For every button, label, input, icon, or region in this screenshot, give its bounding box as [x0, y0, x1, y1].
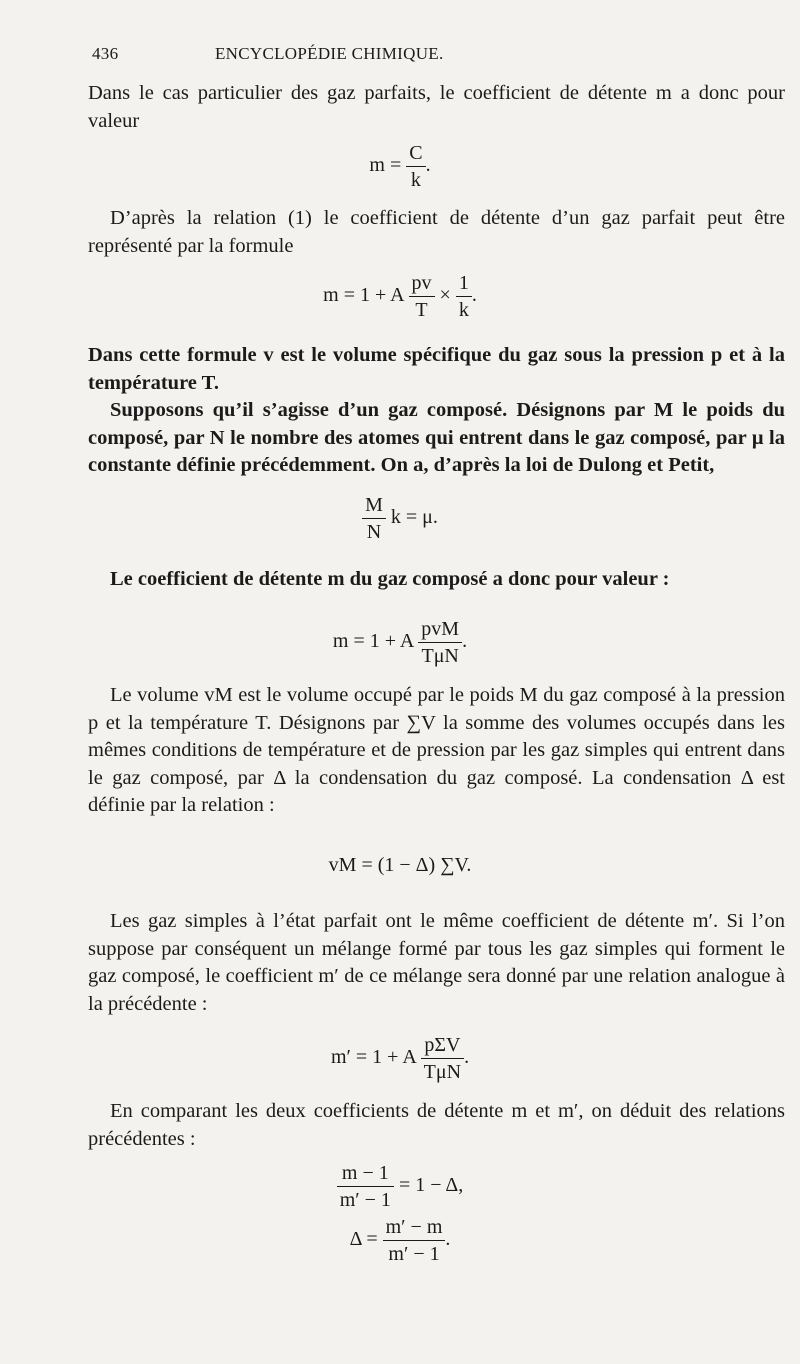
eq2-end: .: [471, 284, 477, 307]
eq7-fraction: [337, 1160, 394, 1213]
eq7-numerator: m − 1: [337, 1160, 394, 1187]
eq7-rhs: = 1 − Δ,: [398, 1174, 464, 1197]
eq8-numerator: m′ − m: [383, 1214, 446, 1241]
eq2-denominator-1: T: [415, 299, 428, 321]
eq8-lhs: Δ =: [349, 1228, 378, 1251]
eq3-denominator: N: [366, 521, 382, 543]
eq8-end: .: [445, 1228, 451, 1251]
equation-8: [0, 1214, 800, 1267]
eq2-fraction-1: [409, 270, 435, 323]
eq1-end: .: [425, 154, 431, 177]
eq7-denominator: m′ − 1: [339, 1189, 391, 1211]
eq4-end: .: [462, 630, 468, 653]
equation-1: [0, 140, 800, 193]
paragraph-8: En comparant les deux coefficients de détente m et m′, on déduit des relations précédentes :: [88, 1100, 785, 1150]
eq3-rhs: k = μ.: [390, 506, 438, 529]
eq4-lhs: m = 1 + A: [332, 630, 414, 653]
paragraph-1: Dans le cas particulier des gaz parfaits, le coefficient de détente m a donc pour valeur: [88, 82, 785, 132]
paragraph-6: Le volume vM est le volume occupé par le poids M du gaz composé à la pression p et la température T. Désignons par ∑V la somme des volumes occupés dans les mêmes conditions de température et de pression par les gaz simples qui entrent dans le gaz composé, par Δ la condensation du gaz composé. La condensation Δ est définie par la relation :: [88, 684, 785, 816]
eq1-denominator: k: [410, 169, 421, 191]
page-number: 436: [92, 44, 119, 63]
eq3-numerator: M: [362, 492, 386, 519]
running-head: [92, 44, 752, 68]
eq5-body: vM = (1 − Δ) ∑V.: [328, 854, 472, 876]
paragraph-4: Supposons qu’il s’agisse d’un gaz composé. Désignons par M le poids du composé, par N le nombre des atomes qui entrent dans le gaz composé, par μ la constante définie précédemment. On a, d’après la loi de Dulong et Petit,: [88, 399, 785, 476]
eq1-lhs: m =: [369, 154, 402, 177]
eq1-fraction: [406, 140, 425, 193]
eq6-fraction: [421, 1032, 464, 1085]
equation-3: [0, 492, 800, 545]
eq2-times: ×: [439, 284, 451, 307]
eq6-end: .: [464, 1046, 470, 1069]
eq8-denominator: m′ − 1: [388, 1243, 440, 1265]
eq2-fraction-2: [456, 270, 472, 323]
paragraph-7: Les gaz simples à l’état parfait ont le même coefficient de détente m′. Si l’on suppose par conséquent un mélange formé par tous les gaz simples qui forment le gaz composé, le coefficient m′ de ce mélange sera donné par une relation analogue à la précédente :: [88, 910, 785, 1015]
eq2-numerator-1: pv: [409, 270, 435, 297]
eq2-denominator-2: k: [458, 299, 469, 321]
equation-4: [0, 616, 800, 669]
eq2-lhs: m = 1 + A: [323, 284, 404, 307]
eq8-fraction: [383, 1214, 446, 1267]
eq4-numerator: pvM: [418, 616, 462, 643]
equation-7: [0, 1160, 800, 1213]
eq2-numerator-2: 1: [456, 270, 472, 297]
paragraph-5: Le coefficient de détente m du gaz composé a donc pour valeur :: [110, 568, 670, 590]
equation-2: [0, 270, 800, 323]
eq6-denominator: TμN: [423, 1061, 462, 1083]
eq4-denominator: TμN: [421, 645, 459, 667]
eq6-numerator: pΣV: [421, 1032, 464, 1059]
paragraph-2: D’après la relation (1) le coefficient de détente d’un gaz parfait peut être représenté par la formule: [88, 207, 785, 257]
equation-6: [0, 1032, 800, 1085]
running-title: ENCYCLOPÉDIE CHIMIQUE.: [215, 44, 444, 63]
eq1-numerator: C: [406, 140, 425, 167]
eq3-fraction: [362, 492, 386, 545]
eq6-lhs: m′ = 1 + A: [330, 1046, 416, 1069]
paragraph-3: Dans cette formule v est le volume spécifique du gaz sous la pression p et à la température T.: [88, 344, 785, 394]
equation-5: [0, 852, 800, 878]
eq4-fraction: [418, 616, 462, 669]
